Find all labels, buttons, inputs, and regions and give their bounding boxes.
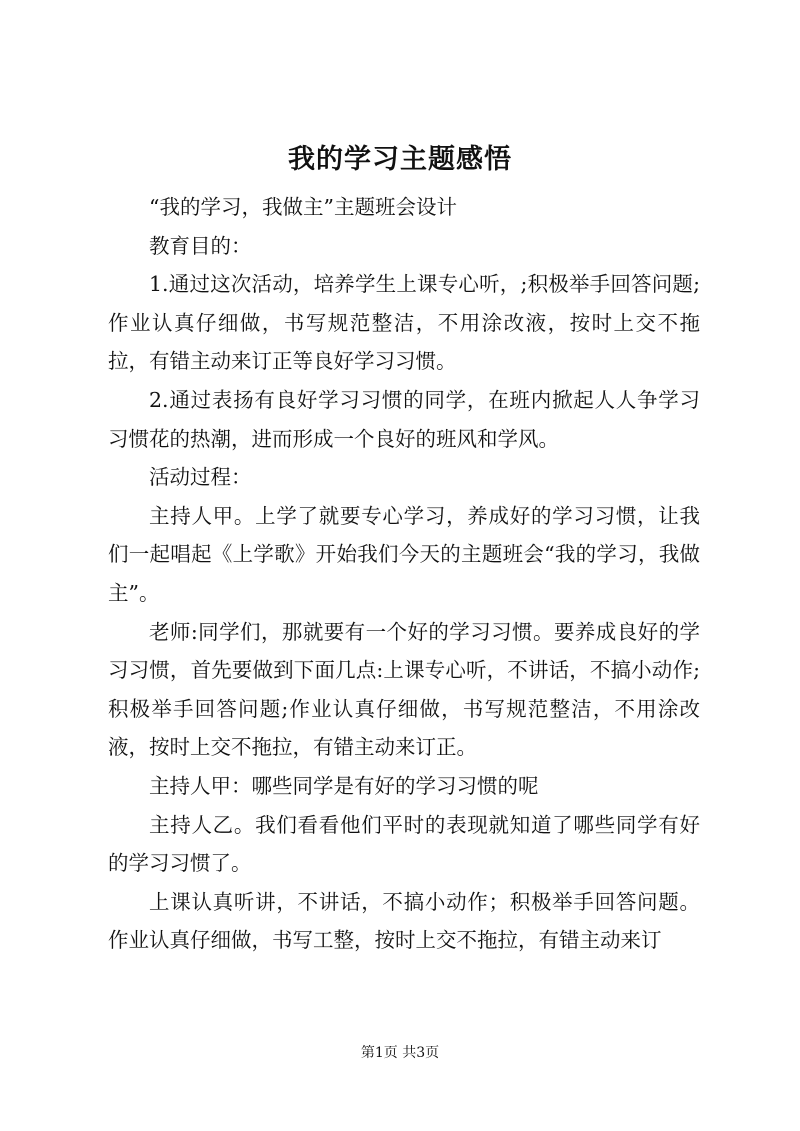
paragraph-goal-1: 1.通过这次活动，培养学生上课专心听，;积极举手回答问题;作业认真仔细做，书写规范整洁，不用涂改液，按时上交不拖拉，有错主动来订正等良好学习习惯。 xyxy=(108,272,700,374)
paragraph-host-b: 主持人乙。我们看看他们平时的表现就知道了哪些同学有好的学习习惯了。 xyxy=(108,812,700,876)
paragraph-heading-process: 活动过程： xyxy=(149,465,252,490)
page-title: 我的学习主题感悟 xyxy=(288,144,512,175)
paragraph-subtitle: “我的学习，我做主”主题班会设计 xyxy=(149,195,457,219)
paragraph-host-a-intro: 主持人甲。上学了就要专心学习，养成好的学习习惯，让我们一起唱起《上学歌》开始我们今天的主题班会“我的学习，我做主”。 xyxy=(108,503,700,605)
paragraph-heading-goals: 教育目的： xyxy=(149,233,252,258)
paragraph-goal-2: 2.通过表扬有良好学习习惯的同学，在班内掀起人人争学习习惯花的热潮，进而形成一个良好的班风和学风。 xyxy=(108,387,700,451)
paragraph-teacher: 老师:同学们，那就要有一个好的学习习惯。要养成良好的学习习惯，首先要做到下面几点:上课专心听，不讲话，不搞小动作;积极举手回答问题;作业认真仔细做，书写规范整洁，不用涂改液，按时上交不拖拉，有错主动来订正。 xyxy=(108,619,700,760)
document-body xyxy=(108,188,700,960)
page-footer: 第1页 共3页 xyxy=(360,1045,440,1061)
paragraph-habits: 上课认真听讲，不讲话，不搞小动作；积极举手回答问题。作业认真仔细做，书写工整，按时上交不拖拉，有错主动来订 xyxy=(108,889,700,953)
paragraph-host-a-question: 主持人甲：哪些同学是有好的学习习惯的呢 xyxy=(149,773,539,798)
